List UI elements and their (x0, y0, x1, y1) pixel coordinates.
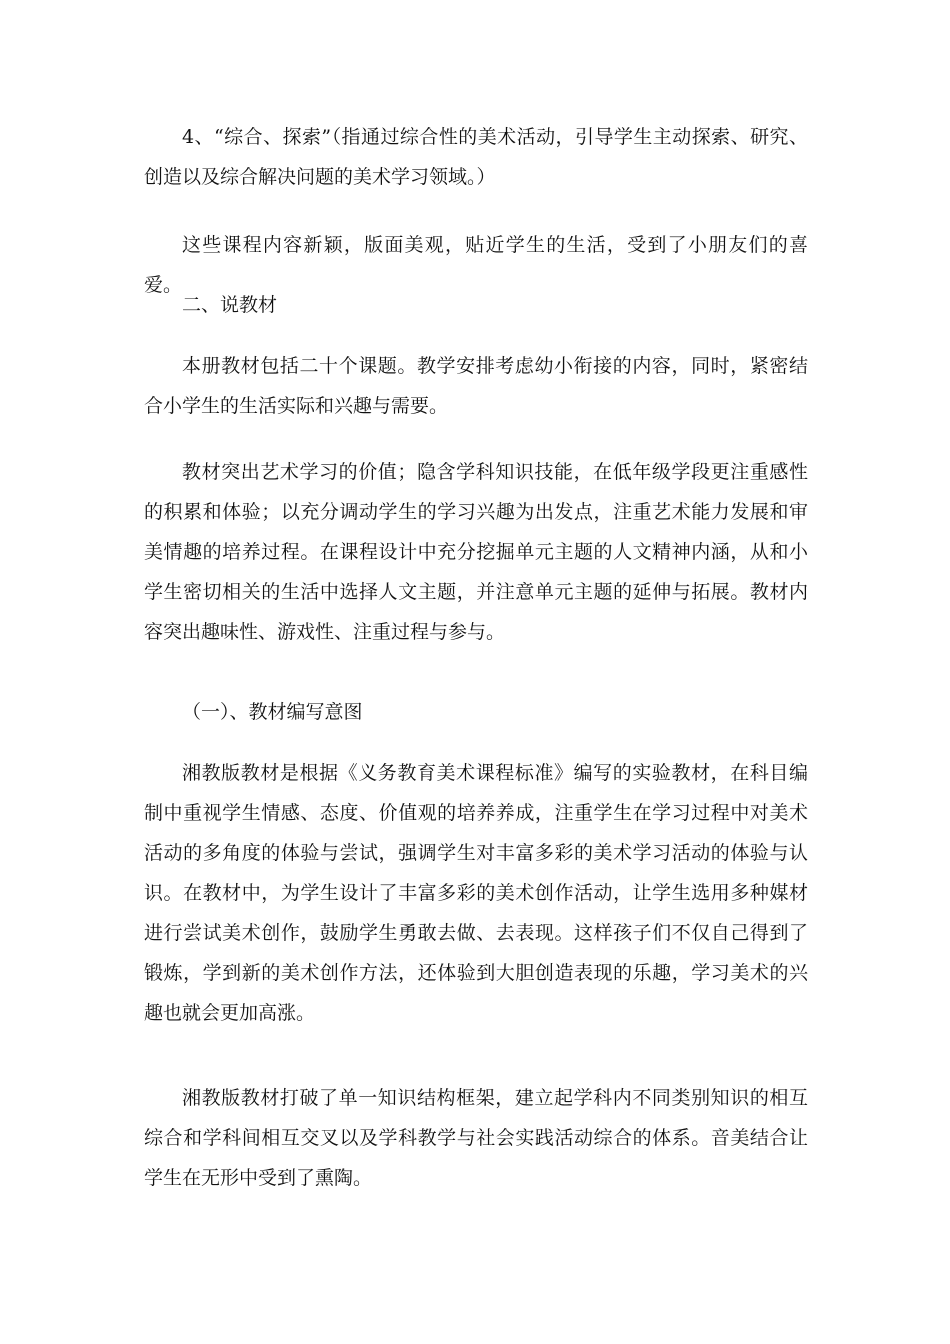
paragraph-course-appeal: 这些课程内容新颖，版面美观，贴近学生的生活，受到了小朋友们的喜爱。 (144, 234, 808, 296)
subsection-heading-intent: （一）、教材编写意图 (182, 701, 363, 723)
paragraph-integrated-exploration: 4、“综合、探索”（指通过综合性的美术活动，引导学生主动探索、研究、创造以及综合解决问题的美术学习领域。） (144, 126, 808, 188)
paragraph-textbook-overview: 本册教材包括二十个课题。教学安排考虑幼小衔接的内容，同时，紧密结合小学生的生活实际和兴趣与需要。 (144, 355, 808, 417)
paragraph-integration-system: 湘教版教材打破了单一知识结构框架，建立起学科内不同类别知识的相互综合和学科间相互交叉以及学科教学与社会实践活动综合的体系。音美结合让学生在无形中受到了熏陶。 (144, 1087, 808, 1189)
paragraph-xiangjiao-textbook: 湘教版教材是根据《义务教育美术课程标准》编写的实验教材，在科目编制中重视学生情感、态度、价值观的培养养成，注重学生在学习过程中对美术活动的多角度的体验与尝试，强调学生对丰富多彩的美术学习活动的体验与认识。在教材中，为学生设计了丰富多彩的美术创作活动，让学生选用多种媒材进行尝试美术创作，鼓励学生勇敢去做、去表现。这样孩子们不仅自己得到了锻炼，学到新的美术创作方法，还体验到大胆创造表现的乐趣，学习美术的兴趣也就会更加高涨。 (144, 762, 808, 1024)
paragraph-art-learning-value: 教材突出艺术学习的价值；隐含学科知识技能，在低年级学段更注重感性的积累和体验；以充分调动学生的学习兴趣为出发点，注重艺术能力发展和审美情趣的培养过程。在课程设计中充分挖掘单元主题的人文精神内涵，从和小学生密切相关的生活中选择人文主题，并注意单元主题的延伸与拓展。教材内容突出趣味性、游戏性、注重过程与参与。 (144, 461, 808, 643)
section-heading-textbook: 二、说教材 (182, 294, 278, 316)
